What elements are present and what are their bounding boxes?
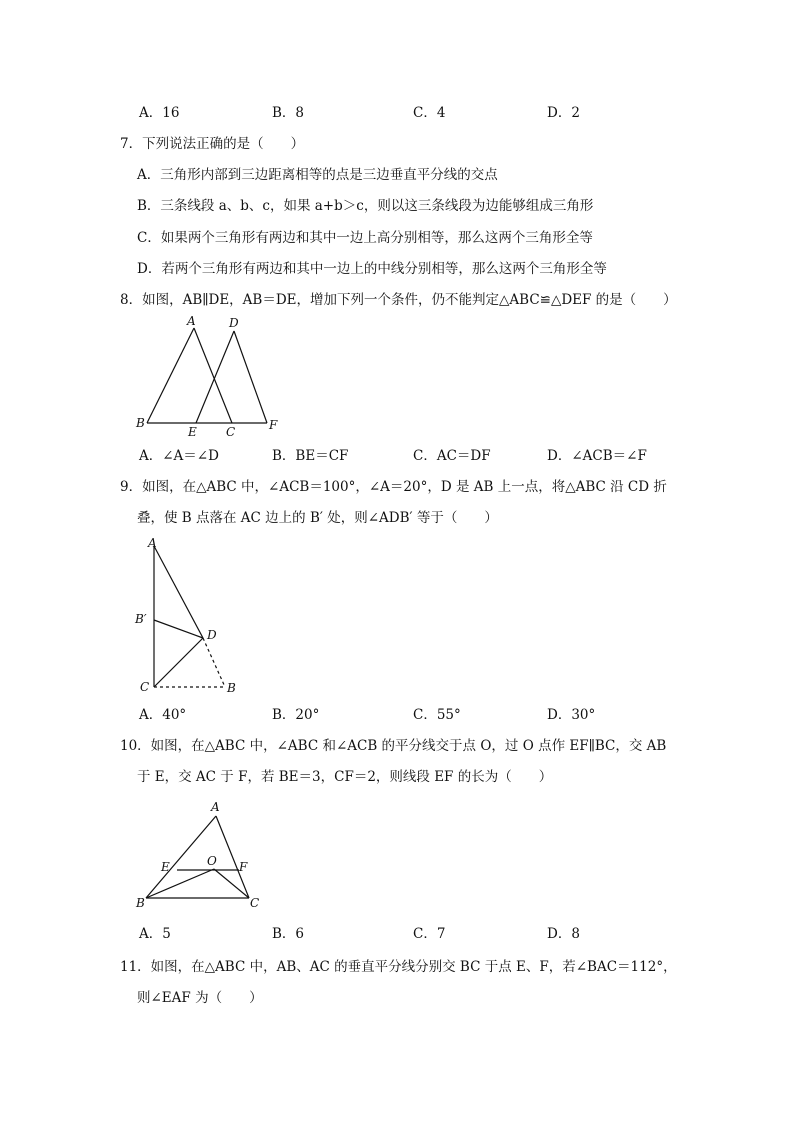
q9-label-c: C bbox=[140, 680, 150, 694]
q10-label-f: F bbox=[239, 860, 248, 874]
q7-option-d: D．若两个三角形有两边和其中一边上的中线分别相等，那么这两个三角形全等 bbox=[137, 261, 607, 277]
q8-segment-ab bbox=[147, 328, 194, 423]
q6-option-d: D．2 bbox=[547, 105, 580, 121]
q10-option-d: D．8 bbox=[547, 926, 580, 942]
q10-label-e: E bbox=[161, 860, 170, 874]
q6-option-b: B．8 bbox=[272, 105, 305, 121]
q10-option-a: A．5 bbox=[139, 926, 171, 942]
q8-option-b: B．BE＝CF bbox=[272, 448, 349, 464]
q9-label-b: B bbox=[227, 681, 236, 695]
q9-segment-b1d bbox=[154, 620, 203, 638]
q9-stem-line2: 叠，使 B 点落在 AC 边上的 B′ 处，则∠ADB′ 等于（ ） bbox=[137, 510, 498, 526]
q9-segment-db-dashed bbox=[203, 638, 225, 687]
q7-option-a: A．三角形内部到三边距离相等的点是三边垂直平分线的交点 bbox=[137, 167, 498, 183]
q10-segment-ab bbox=[146, 816, 216, 898]
q10-label-c: C bbox=[250, 896, 260, 910]
q10-option-b: B．6 bbox=[272, 926, 305, 942]
q8-label-c: C bbox=[226, 425, 236, 439]
q8-segment-ed bbox=[196, 331, 234, 423]
q8-option-c: C．AC＝DF bbox=[413, 448, 491, 464]
q9-label-b-prime: B′ bbox=[135, 612, 147, 626]
q8-option-d: D．∠ACB＝∠F bbox=[547, 448, 647, 464]
q11-stem-line1: 11．如图，在△ABC 中，AB、AC 的垂直平分线分别交 BC 于点 E、F，若∠BAC＝112°， bbox=[120, 959, 677, 975]
q10-segment-ac bbox=[216, 816, 249, 898]
q10-label-b: B bbox=[136, 896, 145, 910]
q8-label-e: E bbox=[188, 425, 197, 439]
q7-option-c: C．如果两个三角形有两边和其中一边上高分别相等，那么这两个三角形全等 bbox=[137, 230, 593, 246]
q10-option-c: C．7 bbox=[413, 926, 446, 942]
q9-option-c: C．55° bbox=[413, 707, 461, 723]
q8-stem: 8．如图，AB∥DE，AB＝DE，增加下列一个条件，仍不能判定△ABC≌△DEF 的是（ ） bbox=[120, 292, 677, 308]
q10-label-o: O bbox=[207, 854, 217, 868]
q9-label-d: D bbox=[207, 628, 217, 642]
q9-label-a: A bbox=[148, 536, 157, 550]
q10-stem-line2: 于 E，交 AC 于 F，若 BE＝3，CF＝2，则线段 EF 的长为（ ） bbox=[137, 769, 553, 785]
q7-option-b: B．三条线段 a、b、c，如果 a+b＞c，则以这三条线段为边能够组成三角形 bbox=[137, 198, 594, 214]
q8-segment-ac bbox=[194, 328, 232, 423]
q6-option-a: A．16 bbox=[139, 105, 180, 121]
q9-figure bbox=[130, 530, 250, 700]
q10-label-a: A bbox=[211, 800, 220, 814]
q8-segment-df bbox=[234, 331, 267, 423]
q6-option-c: C．4 bbox=[413, 105, 446, 121]
q9-option-d: D．30° bbox=[547, 707, 596, 723]
q10-figure bbox=[130, 795, 270, 915]
q8-option-a: A．∠A＝∠D bbox=[139, 448, 219, 464]
q8-label-f: F bbox=[269, 418, 278, 432]
q9-stem-line1: 9．如图，在△ABC 中，∠ACB＝100°，∠A＝20°，D 是 AB 上一点，将△ABC 沿 CD 折 bbox=[120, 479, 667, 495]
q10-stem-line1: 10．如图，在△ABC 中，∠ABC 和∠ACB 的平分线交于点 O，过 O 点作 EF∥BC，交 AB bbox=[120, 738, 667, 754]
q11-stem-line2: 则∠EAF 为（ ） bbox=[137, 990, 263, 1006]
q9-option-b: B．20° bbox=[272, 707, 320, 723]
q8-label-b: B bbox=[136, 416, 145, 430]
q10-segment-bo bbox=[146, 869, 214, 898]
q8-figure bbox=[130, 310, 290, 440]
q8-label-a: A bbox=[187, 314, 196, 328]
q8-label-d: D bbox=[229, 316, 239, 330]
q9-option-a: A．40° bbox=[139, 707, 187, 723]
q9-segment-cd bbox=[154, 638, 203, 687]
q7-stem: 7．下列说法正确的是（ ） bbox=[120, 136, 305, 152]
q9-segment-ad bbox=[154, 546, 203, 638]
